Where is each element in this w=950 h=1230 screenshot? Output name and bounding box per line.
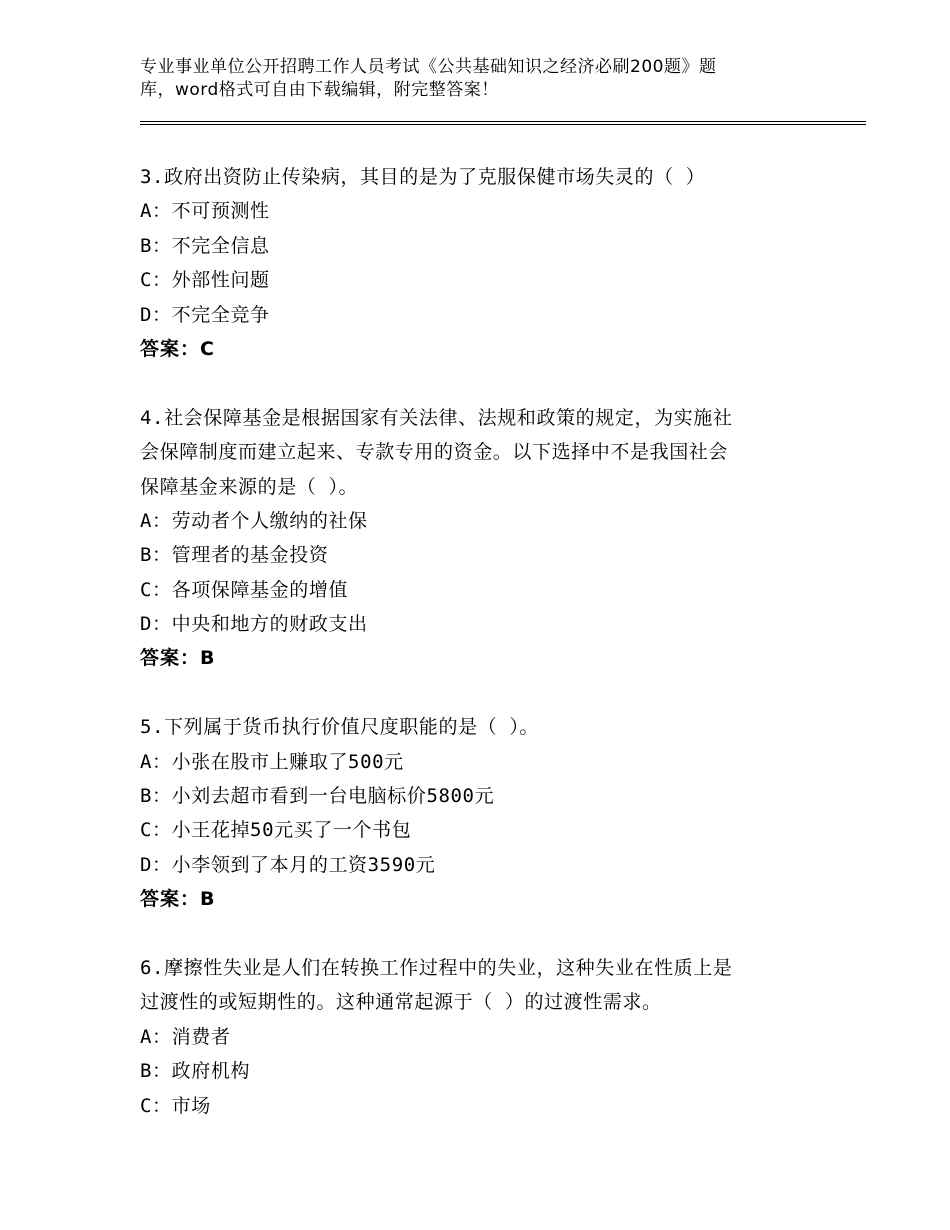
answer-label: 答案：B xyxy=(140,888,216,911)
header-rule-top xyxy=(140,121,866,122)
question-gap xyxy=(140,366,820,400)
question-gap xyxy=(140,917,820,951)
option-c: C：小王花掉50元买了一个书包 xyxy=(140,819,412,842)
answer-label: 答案：B xyxy=(140,647,216,670)
question-stem: 6.摩擦性失业是人们在转换工作过程中的失业，这种失业在性质上是 xyxy=(140,956,733,979)
question-gap xyxy=(140,676,820,710)
question-stem: 3.政府出资防止传染病，其目的是为了克服保健市场失灵的（ ） xyxy=(140,166,706,188)
option-b: B：小刘去超市看到一台电脑标价5800元 xyxy=(140,785,495,808)
document-header xyxy=(140,56,780,102)
header-rule-bottom xyxy=(140,124,866,125)
option-b: B：管理者的基金投资 xyxy=(140,544,329,567)
question-stem: 保障基金来源的是（ ）。 xyxy=(140,475,359,498)
question-5 xyxy=(140,710,820,916)
question-list xyxy=(140,160,820,1123)
question-stem: 会保障制度而建立起来、专款专用的资金。以下选择中不是我国社会 xyxy=(140,441,729,464)
header-title-line-1: 专业事业单位公开招聘工作人员考试《公共基础知识之经济必刷200题》题 xyxy=(140,57,717,77)
option-b: B：政府机构 xyxy=(140,1060,251,1083)
question-3 xyxy=(140,160,820,366)
option-c: C：各项保障基金的增值 xyxy=(140,578,349,601)
option-d: D：不完全竞争 xyxy=(140,303,270,326)
header-title-line-2: 库，word格式可自由下载编辑，附完整答案！ xyxy=(140,80,499,100)
question-stem: 5.下列属于货币执行价值尺度职能的是（ ）。 xyxy=(140,716,540,739)
option-b: B：不完全信息 xyxy=(140,234,270,257)
option-a: A：小张在股市上赚取了500元 xyxy=(140,750,404,773)
option-c: C：外部性问题 xyxy=(140,269,270,292)
question-6 xyxy=(140,951,820,1123)
option-c: C：市场 xyxy=(140,1094,211,1117)
option-a: A：不可预测性 xyxy=(140,200,270,223)
option-a: A：消费者 xyxy=(140,1025,231,1048)
question-4 xyxy=(140,401,820,676)
question-stem: 4.社会保障基金是根据国家有关法律、法规和政策的规定，为实施社 xyxy=(140,406,733,429)
question-stem: 过渡性的或短期性的。这种通常起源于（ ）的过渡性需求。 xyxy=(140,991,662,1014)
option-d: D：中央和地方的财政支出 xyxy=(140,613,368,636)
option-a: A：劳动者个人缴纳的社保 xyxy=(140,509,368,532)
option-d: D：小李领到了本月的工资3590元 xyxy=(140,853,436,876)
answer-label: 答案：C xyxy=(140,337,215,360)
